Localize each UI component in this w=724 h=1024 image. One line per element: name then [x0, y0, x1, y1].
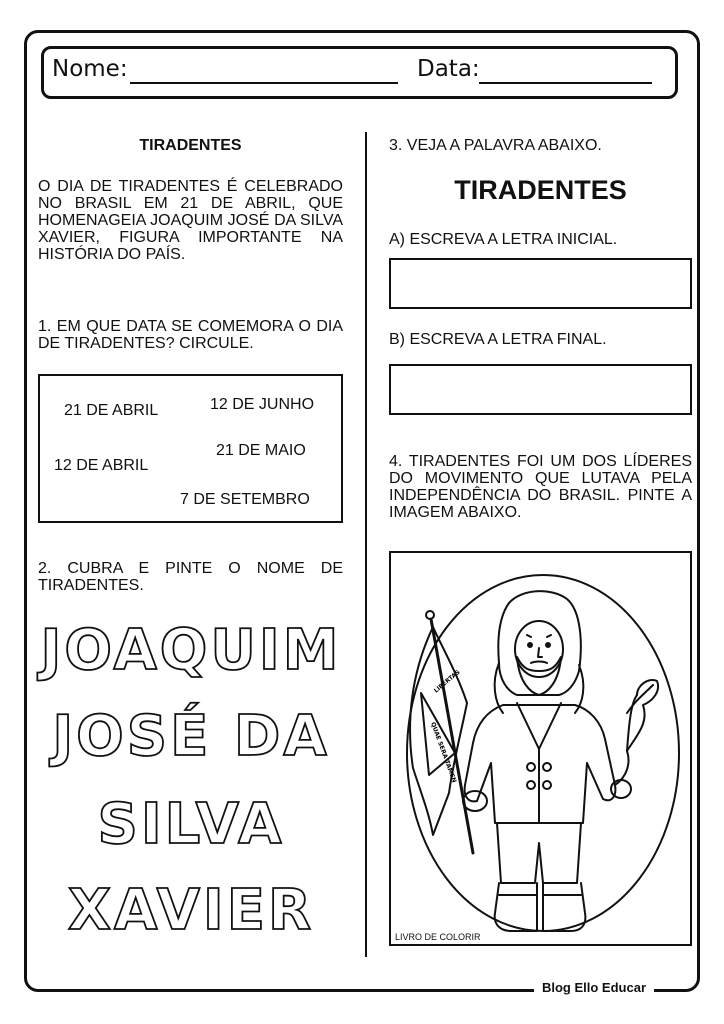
- date-label: Data:: [417, 56, 480, 82]
- option-21-abril[interactable]: 21 DE ABRIL: [64, 402, 159, 419]
- final-letter-box[interactable]: [389, 364, 692, 415]
- date-field[interactable]: [479, 82, 652, 84]
- column-divider: [365, 132, 367, 957]
- question-1: 1. EM QUE DATA SE COMEMORA O DIA DE TIRADENTES? CIRCULE.: [38, 318, 343, 352]
- question-2: 2. CUBRA E PINTE O NOME DE TIRADENTES.: [38, 560, 343, 594]
- question-4: 4. TIRADENTES FOI UM DOS LÍDERES DO MOVIMENTO QUE LUTAVA PELA INDEPENDÊNCIA DO BRASIL. PINTE A IMAGEM ABAIXO.: [389, 453, 692, 521]
- tiradentes-word: TIRADENTES: [454, 175, 627, 205]
- question-a: A) ESCREVA A LETRA INICIAL.: [389, 231, 618, 248]
- question-3: 3. VEJA A PALAVRA ABAIXO.: [389, 137, 602, 154]
- footer: [0, 976, 724, 1006]
- trace-word-silva[interactable]: SILVA: [97, 792, 285, 857]
- intro-paragraph: O DIA DE TIRADENTES É CELEBRADO NO BRASIL EM 21 DE ABRIL, QUE HOMENAGEIA JOAQUIM JOSÉ DA SILVA XAVIER, FIGURA IMPORTANTE NA HISTÓRIA DO PAÍS.: [38, 178, 343, 263]
- question-b: B) ESCREVA A LETRA FINAL.: [389, 331, 607, 348]
- option-12-junho[interactable]: 12 DE JUNHO: [210, 396, 315, 413]
- image-caption: LIVRO DE COLORIR: [395, 932, 481, 942]
- option-12-abril[interactable]: 12 DE ABRIL: [54, 457, 149, 474]
- coloring-image-box[interactable]: [389, 551, 692, 946]
- initial-letter-box[interactable]: [389, 258, 692, 309]
- tiradentes-coloring-illustration: [391, 553, 690, 944]
- left-title: TIRADENTES: [139, 137, 242, 154]
- flag-text-bottom: QUAE SERA TAMEN: [429, 721, 458, 784]
- option-21-maio[interactable]: 21 DE MAIO: [216, 442, 306, 459]
- header-box: [41, 46, 678, 99]
- flag-text-top: LIBERTAS: [432, 668, 462, 695]
- name-label: Nome:: [52, 56, 128, 82]
- trace-word-jose-da[interactable]: JOSÉ DA: [52, 704, 330, 769]
- name-field[interactable]: [130, 82, 398, 84]
- footer-credit[interactable]: Blog Ello Educar: [534, 980, 654, 995]
- trace-word-xavier[interactable]: XAVIER: [67, 878, 315, 943]
- option-7-setembro[interactable]: 7 DE SETEMBRO: [180, 491, 310, 508]
- trace-word-joaquim[interactable]: JOAQUIM: [40, 618, 342, 683]
